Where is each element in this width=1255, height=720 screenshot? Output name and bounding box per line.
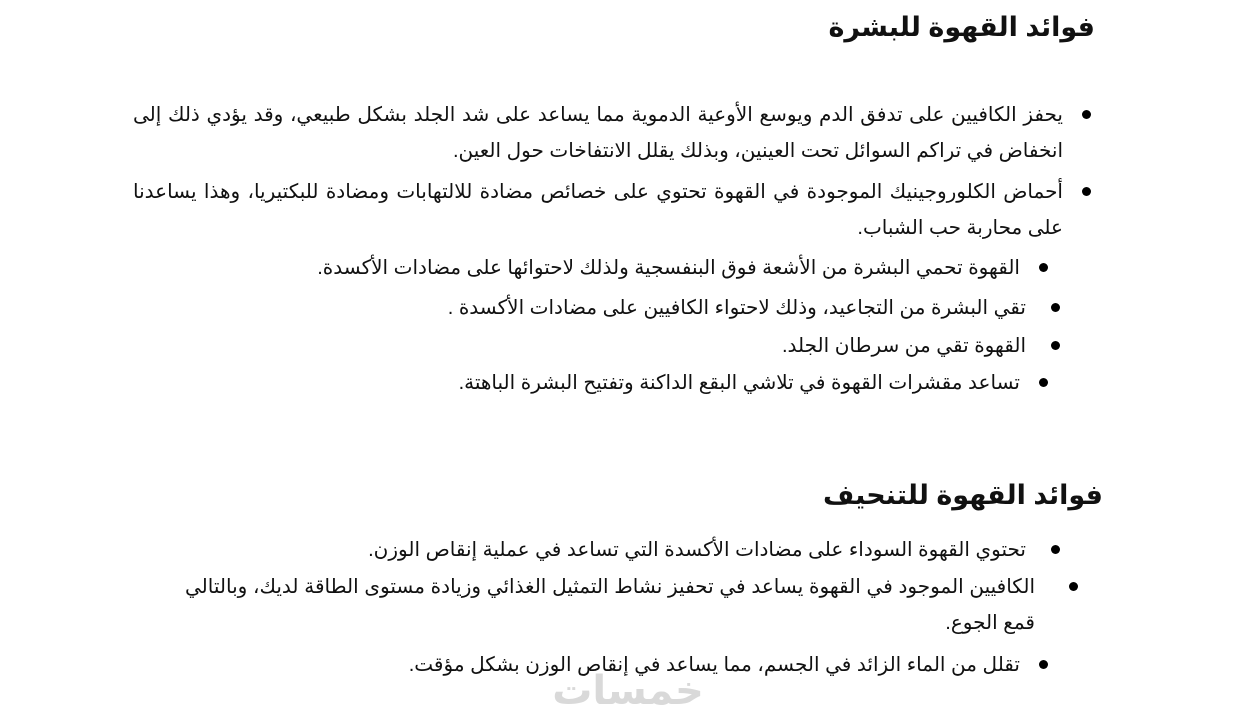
watermark-logo: خمسات xyxy=(552,669,704,713)
list-item xyxy=(226,532,1026,568)
bullet-icon xyxy=(1051,303,1060,312)
list-item-text: يحفز الكافيين على تدفق الدم ويوسع الأوعية الدموية مما يساعد على شد الجلد بشكل طبيعي، وقد يؤدي ذلك إلى انخفاض في تراكم السوائل تحت العينين، وبذلك يقلل الانتفاخات حول العين. xyxy=(133,104,1063,162)
list-item xyxy=(220,250,1020,286)
list-item xyxy=(220,365,1020,401)
list-item-text: تحتوي القهوة السوداء على مضادات الأكسدة التي تساعد في عملية إنقاص الوزن. xyxy=(368,539,1026,561)
list-item xyxy=(133,174,1063,246)
bullet-icon xyxy=(1039,660,1048,669)
list-item-text: تقي البشرة من التجاعيد، وذلك لاحتواء الكافيين على مضادات الأكسدة . xyxy=(447,297,1026,319)
bullet-icon xyxy=(1082,110,1091,119)
list-item-text: القهوة تحمي البشرة من الأشعة فوق البنفسجية ولذلك لاحتوائها على مضادات الأكسدة. xyxy=(317,257,1020,279)
list-item-text: القهوة تقي من سرطان الجلد. xyxy=(781,335,1026,357)
list-item-text: تقلل من الماء الزائد في الجسم، مما يساعد في إنقاص الوزن بشكل مؤقت. xyxy=(408,654,1020,676)
bullet-icon xyxy=(1051,341,1060,350)
list-item xyxy=(185,569,1035,641)
list-item xyxy=(226,328,1026,364)
list-item xyxy=(226,290,1026,326)
bullet-icon xyxy=(1039,378,1048,387)
list-item-text: تساعد مقشرات القهوة في تلاشي البقع الداكنة وتفتيح البشرة الباهتة. xyxy=(458,372,1020,394)
list-item xyxy=(133,97,1063,169)
list-item-text: أحماض الكلوروجينيك الموجودة في القهوة تحتوي على خصائص مضادة للالتهابات ومضادة للبكتيريا، وهذا يساعدنا على محاربة حب الشباب. xyxy=(133,181,1063,239)
bullet-icon xyxy=(1039,263,1048,272)
bullet-icon xyxy=(1082,187,1091,196)
heading-skin-benefits: فوائد القهوة للبشرة xyxy=(828,12,1095,42)
list-item-text: الكافيين الموجود في القهوة يساعد في تحفيز نشاط التمثيل الغذائي وزيادة مستوى الطاقة لديك، وبالتالي قمع الجوع. xyxy=(185,576,1035,634)
heading-slimming-benefits: فوائد القهوة للتنحيف xyxy=(823,480,1103,510)
bullet-icon xyxy=(1069,582,1078,591)
bullet-icon xyxy=(1051,545,1060,554)
